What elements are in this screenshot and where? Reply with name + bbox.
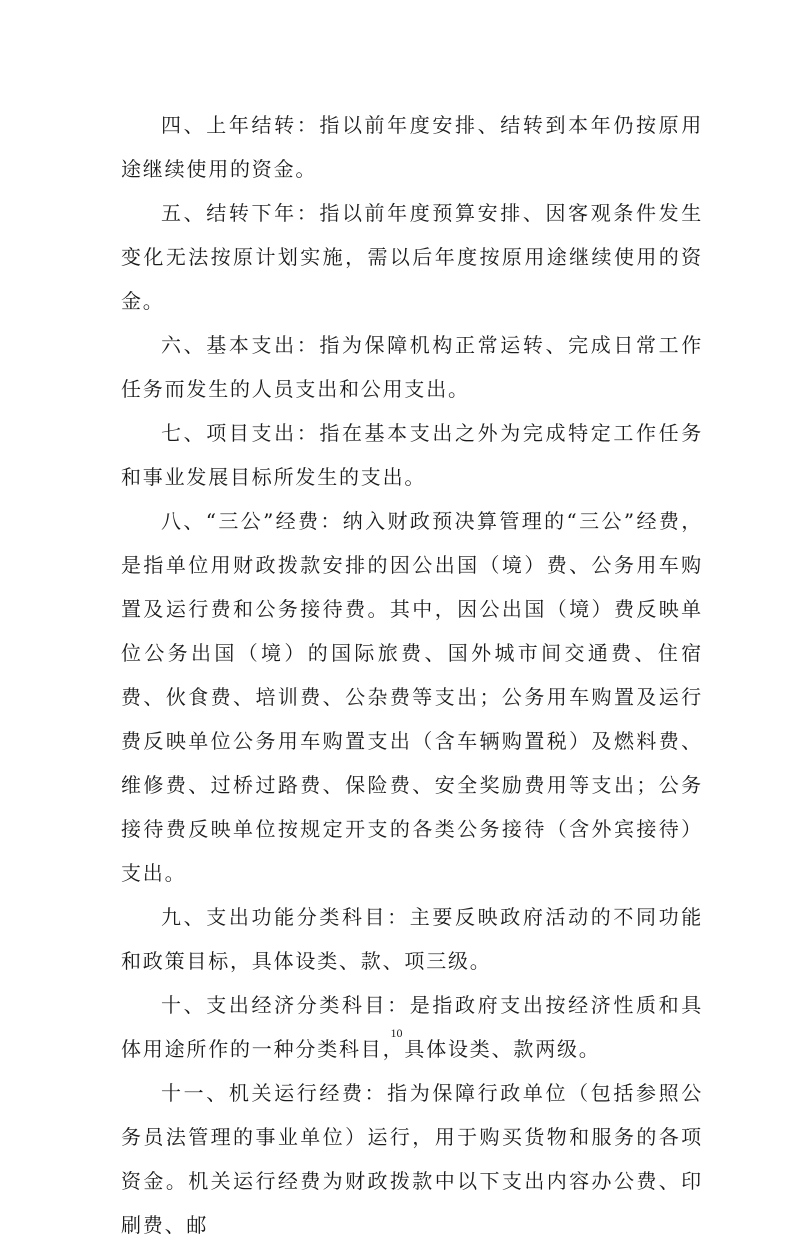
paragraph-economic-classification: 十、支出经济分类科目：是指政府支出按经济性质和具体用途所作的一种分类科目，具体设类、款两级。 <box>121 993 703 1061</box>
document-body <box>121 103 703 1247</box>
paragraph-operating-expenses: 十一、机关运行经费：指为保障行政单位（包括参照公务员法管理的事业单位）运行，用于购买货物和服务的各项资金。机关运行经费为财政拨款中以下支出内容办公费、印刷费、邮 <box>121 1081 703 1237</box>
paragraph-project-expenditure: 七、项目支出：指在基本支出之外为完成特定工作任务和事业发展目标所发生的支出。 <box>121 421 703 489</box>
page-number: 10 <box>390 1026 403 1040</box>
paragraph-functional-classification: 九、支出功能分类科目：主要反映政府活动的不同功能和政策目标，具体设类、款、项三级。 <box>121 905 703 973</box>
paragraph-carryover-next-year: 五、结转下年：指以前年度预算安排、因客观条件发生变化无法按原计划实施，需以后年度按原用途继续使用的资金。 <box>121 201 703 313</box>
paragraph-basic-expenditure: 六、基本支出：指为保障机构正常运转、完成日常工作任务而发生的人员支出和公用支出。 <box>121 333 703 401</box>
paragraph-prior-year-carryover: 四、上年结转：指以前年度安排、结转到本年仍按原用途继续使用的资金。 <box>121 113 703 181</box>
paragraph-three-public-expenses: 八、“三公”经费：纳入财政预决算管理的“三公”经费，是指单位用财政拨款安排的因公出国（境）费、公务用车购置及运行费和公务接待费。其中，因公出国（境）费反映单位公务出国（境）的国际旅费、国外城市间交通费、住宿费、伙食费、培训费、公杂费等支出；公务用车购置及运行费反映单位公务用车购置支出（含车辆购置税）及燃料费、维修费、过桥过路费、保险费、安全奖励费用等支出；公务接待费反映单位按规定开支的各类公务接待（含外宾接待）支出。 <box>121 509 703 885</box>
